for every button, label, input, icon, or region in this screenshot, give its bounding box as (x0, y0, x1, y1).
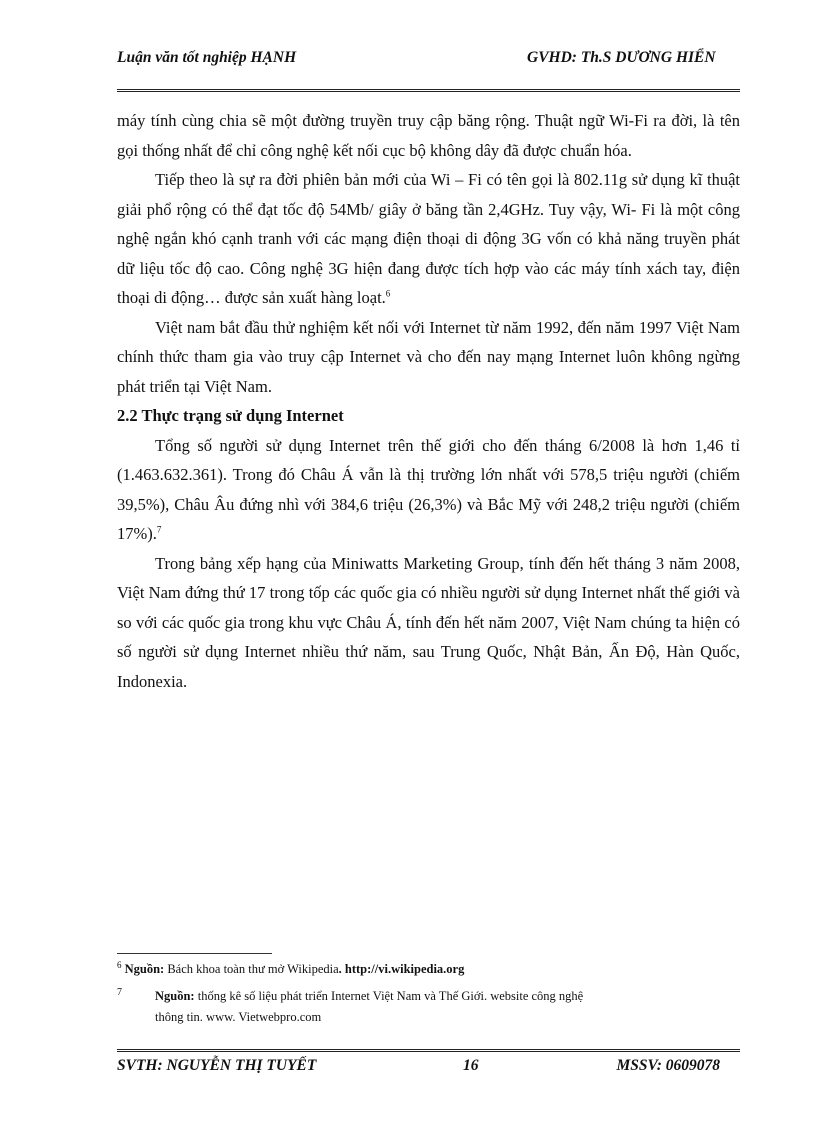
page-body (117, 106, 740, 696)
page-footer (117, 1056, 740, 1078)
footer-student: SVTH: NGUYỄN THỊ TUYẾT (117, 1057, 317, 1074)
footnote-ref-7[interactable]: 7 (156, 524, 162, 535)
header-advisor: GVHD: Th.S DƯƠNG HIỂN (527, 49, 716, 66)
footnote-6 (117, 959, 740, 980)
footnote-separator (117, 953, 272, 954)
paragraph-world-users: Tổng số người sử dụng Internet trên thế giới cho đến tháng 6/2008 là hơn 1,46 tỉ (1.463.632.361). Trong đó Châu Á vẫn là thị trường lớn nhất với 578,5 triệu người (chiếm 39,5%), Châu Âu đứng nhì với 384,6 triệu (26,3%) và Bắc Mỹ với 248,2 triệu người (chiếm 17%).$^7$ (117, 435, 740, 543)
footnote-text: Bách khoa toàn thư mở Wikipedia (167, 962, 339, 976)
footer-student-id: MSSV: 0609078 (616, 1057, 720, 1074)
footnote-label: Nguồn: (155, 989, 195, 1003)
header-thesis-title: Luận văn tốt nghiệp HẠNH (117, 49, 297, 66)
footnote-ref-6[interactable]: 6 (385, 288, 391, 299)
header-divider (117, 89, 740, 92)
paragraph-wifi-802-11g: Tiếp theo là sự ra đời phiên bản mới của Wi – Fi có tên gọi là 802.11g sử dụng kĩ thuật giải phổ rộng có thể đạt tốc độ 54Mb/ giây ở băng tần 2,4GHz. Tuy vậy, Wi- Fi là một công nghệ ngắn khó cạnh tranh với các mạng điện thoại di động 3G vốn có khả năng truyền phát dữ liệu tốc độ cao. Công nghệ 3G hiện đang được tích hợp vào các máy tính xách tay, điện thoại di động… được sản xuất hàng loạt.$^6$ (117, 170, 740, 307)
paragraph-vietnam-internet: Việt nam bắt đầu thử nghiệm kết nối với Internet từ năm 1992, đến năm 1997 Việt Nam chính thức tham gia vào truy cập Internet và cho đến nay mạng Internet luôn không ngừng phát triển tại Việt Nam. (117, 317, 740, 396)
footnote-text: thống kê số liệu phát triển Internet Việt Nam và Thế Giới. website công nghệ (197, 989, 584, 1003)
footnote-mark: 6 (117, 959, 122, 970)
footnote-7: 7 Nguồn: thống kê số liệu phát triển Internet Việt Nam và Thế Giới. website công nghệ (117, 986, 584, 1003)
footer-divider (117, 1049, 740, 1052)
paragraph-miniwatts-ranking: Trong bảng xếp hạng của Miniwatts Marketing Group, tính đến hết tháng 3 năm 2008, Việt Nam đứng thứ 17 trong tốp các quốc gia có nhiều người sử dụng Internet nhất thế giới và so với các quốc gia trong khu vực Châu Á, tính đến hết năm 2007, Việt Nam chúng ta hiện có số người sử dụng Internet nhiều thứ năm, sau Trung Quốc, Nhật Bản, Ấn Độ, Hàn Quốc, Indonexia. (117, 553, 740, 691)
footnotes (117, 959, 740, 1028)
section-heading: 2.2 Thực trạng sử dụng Internet (117, 406, 344, 425)
paragraph-wifi-intro: máy tính cùng chia sẽ một đường truyền truy cập băng rộng. Thuật ngữ Wi-Fi ra đời, là tên gọi thống nhất để chỉ công nghệ kết nối cục bộ không dây đã được chuẩn hóa. (117, 111, 740, 160)
footnote-link: . http://vi.wikipedia.org (338, 962, 465, 976)
page-number: 16 (463, 1057, 479, 1074)
footnote-label: Nguồn: (124, 962, 165, 976)
footnote-7-continued: thông tin. www. Vietwebpro.com (155, 1010, 322, 1024)
